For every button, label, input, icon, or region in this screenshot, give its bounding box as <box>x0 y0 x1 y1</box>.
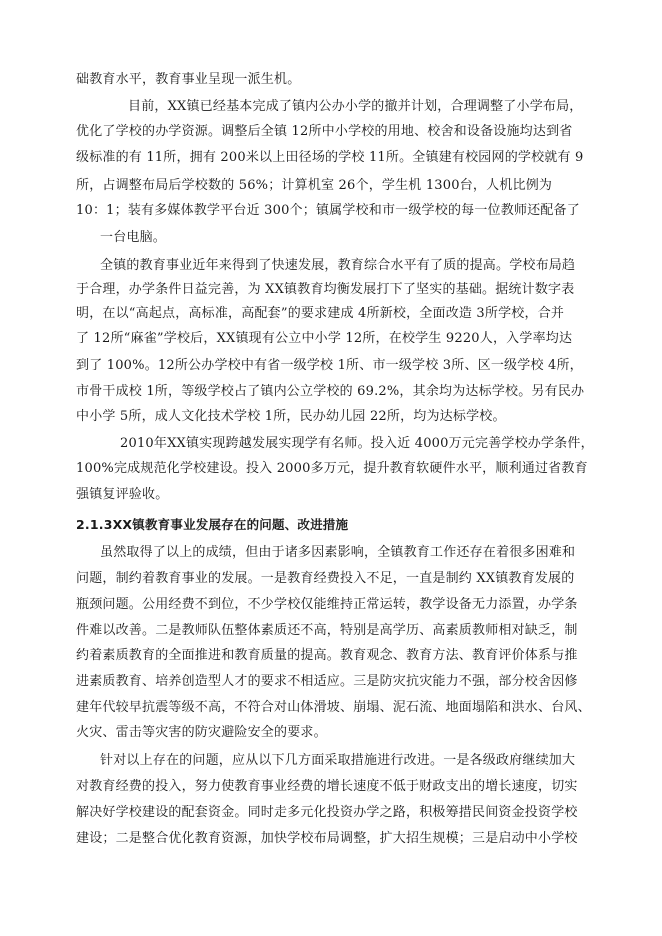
paragraph-line: 目前，XX镇已经基本完成了镇内公办小学的撤并计划，合理调整了小学布局， <box>128 99 583 114</box>
paragraph-line: 解决好学校建设的配套资金。同时走多元化投资办学之路，积极筹措民间资金投资学校 <box>76 805 578 820</box>
paragraph-line: 到了 100%。12所公办学校中有省一级学校 1所、市一级学校 3所、区一级学校 4所， <box>76 358 583 373</box>
paragraph-line: 市骨干成校 1所，等级学校占了镇内公立学校的 69.2%，其余均为达标学校。另有民办 <box>76 384 585 399</box>
paragraph-line: 进素质教育、培养创造型人才的要求不相适应。三是防灾抗灾能力不强，部分校舍因修 <box>76 674 578 689</box>
paragraph-line: 明，在以“高起点，高标准，高配套”的要求建成 4所新校，全面改造 3所学校，合并 <box>76 306 565 321</box>
paragraph-line: 于合理，办学条件日益完善，为 XX镇教育均衡发展打下了坚实的基础。据统计数字表 <box>76 282 575 297</box>
paragraph-line: 一台电脑。 <box>100 230 167 245</box>
paragraph-line: 了 12所“麻雀”学校后，XX镇现有公立中小学 12所，在校学生 9220人，入学率均达 <box>76 331 573 346</box>
paragraph-line: 针对以上存在的问题，应从以下几方面采取措施进行改进。一是各级政府继续加大 <box>100 753 576 768</box>
paragraph-line: 强镇复评验收。 <box>76 487 169 502</box>
paragraph-line: 优化了学校的办学资源。调整后全镇 12所中小学校的用地、校舍和设备设施均达到省 <box>76 124 573 139</box>
paragraph-line: 2010年XX镇实现跨越发展实现学有名师。投入近 4000万元完善学校办学条件， <box>120 436 594 451</box>
paragraph-line: 10：1；装有多媒体教学平台近 300个；镇属学校和市一级学校的每一位教师还配备了 <box>76 203 580 218</box>
paragraph-line: 建年代较早抗震等级不高，不符合对山体滑坡、崩塌、泥石流、地面塌陷和洪水、台风、 <box>76 700 591 715</box>
paragraph-line: 对教育经费的投入，努力使教育事业经费的增长速度不低于财政支出的增长速度，切实 <box>76 779 578 794</box>
paragraph-line: 火灾、雷击等灾害的防灾避险安全的要求。 <box>76 725 327 740</box>
paragraph-line: 建设；二是整合优化教育资源，加快学校布局调整，扩大招生规模；三是启动中小学校 <box>76 831 578 846</box>
paragraph-line: 全镇的教育事业近年来得到了快速发展，教育综合水平有了质的提高。学校布局趋 <box>100 258 576 273</box>
paragraph-line: 约着素质教育的全面推进和教育质量的提高。教育观念、教育方法、教育评价体系与推 <box>76 648 578 663</box>
paragraph-line: 100%完成规范化学校建设。投入 2000多万元，提升教育软硬件水平，顺利通过省教育 <box>76 461 588 476</box>
paragraph-line: 中小学 5所，成人文化技术学校 1所，民办幼儿园 22所，均为达标学校。 <box>76 409 506 424</box>
paragraph-line: 级标准的有 11所，拥有 200米以上田径场的学校 11所。全镇建有校园网的学校就有 9 <box>76 150 584 165</box>
paragraph-line: 所，占调整布局后学校数的 56%；计算机室 26个，学生机 1300台，人机比例为 <box>76 178 553 193</box>
paragraph-line: 件难以改善。二是教师队伍整体素质还不高，特别是高学历、高素质教师相对缺乏，制 <box>76 623 578 638</box>
paragraph-line: 础教育水平，教育事业呈现一派生机。 <box>76 72 301 87</box>
paragraph-line: 瓶颈问题。公用经费不到位，不少学校仅能维持正常运转，教学设备无力添置，办学条 <box>76 597 578 612</box>
section-heading: 2.1.3XX镇教育事业发展存在的问题、改进措施 <box>76 517 349 532</box>
paragraph-line: 虽然取得了以上的成绩，但由于诸多因素影响，全镇教育工作还存在着很多困难和 <box>100 545 576 560</box>
paragraph-line: 问题，制约着教育事业的发展。一是教育经费投入不足，一直是制约 XX镇教育发展的 <box>76 571 575 586</box>
